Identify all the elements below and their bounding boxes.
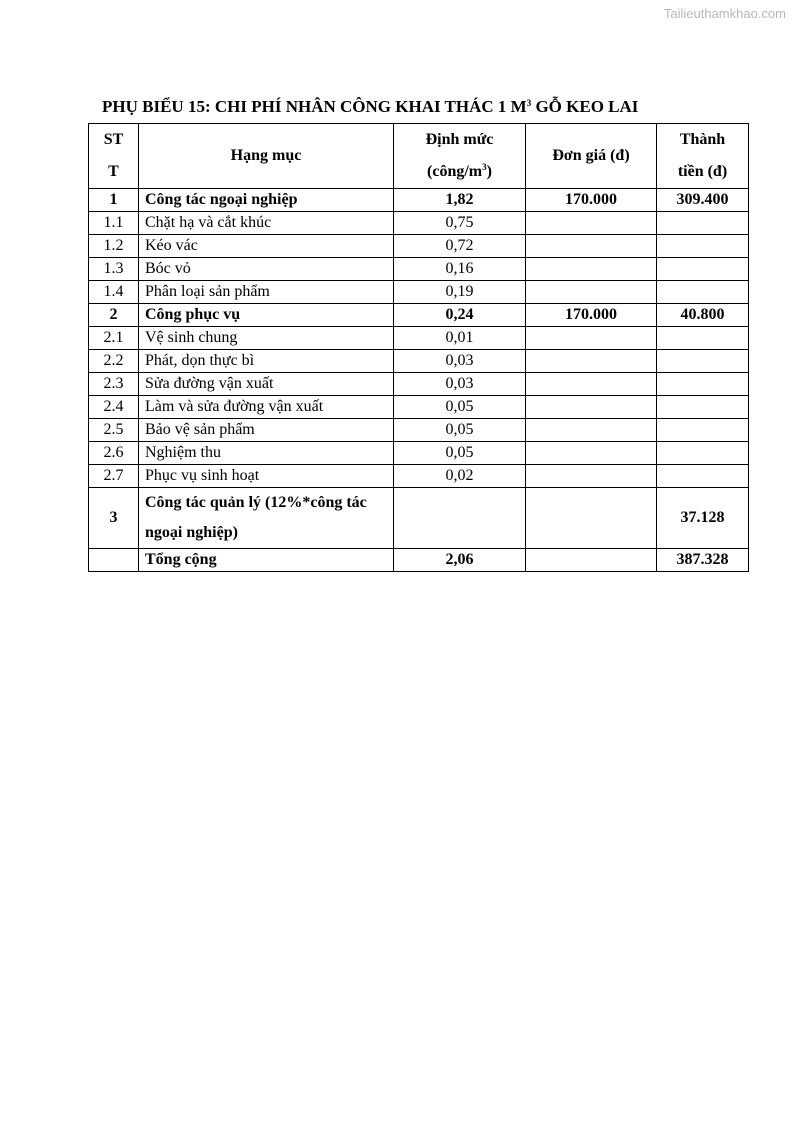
cell-total	[657, 373, 749, 396]
cell-item: Phân loại sản phẩm	[139, 281, 394, 304]
cell-item: Sửa đường vận xuất	[139, 373, 394, 396]
table-row	[89, 465, 749, 488]
cell-price	[526, 327, 657, 350]
cell-price	[526, 442, 657, 465]
cell-price	[526, 396, 657, 419]
header-price: Đơn giá (đ)	[526, 124, 657, 189]
cell-norm: 0,05	[394, 396, 526, 419]
cell-price	[526, 350, 657, 373]
cell-total: 387.328	[657, 549, 749, 572]
cell-price	[526, 373, 657, 396]
cell-price: 170.000	[526, 304, 657, 327]
cell-price: 170.000	[526, 189, 657, 212]
cell-item: Làm và sửa đường vận xuất	[139, 396, 394, 419]
cell-stt: 1.4	[89, 281, 139, 304]
cell-price	[526, 258, 657, 281]
cell-item: Phục vụ sinh hoạt	[139, 465, 394, 488]
cell-stt: 2.2	[89, 350, 139, 373]
cell-total	[657, 212, 749, 235]
cell-price	[526, 281, 657, 304]
cell-norm: 0,01	[394, 327, 526, 350]
table-row	[89, 189, 749, 212]
cell-price	[526, 465, 657, 488]
cell-item: Vệ sinh chung	[139, 327, 394, 350]
cell-total	[657, 465, 749, 488]
title-suffix: GỖ KEO LAI	[531, 97, 639, 116]
table-row	[89, 258, 749, 281]
cell-total: 309.400	[657, 189, 749, 212]
title-text: PHỤ BIỂU 15: CHI PHÍ NHÂN CÔNG KHAI THÁC 1 M	[102, 97, 527, 116]
cell-total	[657, 350, 749, 373]
cell-price	[526, 235, 657, 258]
cell-norm	[394, 488, 526, 549]
table-row	[89, 281, 749, 304]
cell-item: Công phục vụ	[139, 304, 394, 327]
cell-norm: 0,05	[394, 442, 526, 465]
header-item: Hạng mục	[139, 124, 394, 189]
page-title	[102, 97, 638, 117]
cell-price	[526, 212, 657, 235]
cell-price	[526, 549, 657, 572]
cell-price	[526, 488, 657, 549]
cell-norm: 0,03	[394, 350, 526, 373]
cell-total	[657, 281, 749, 304]
cell-stt: 2.5	[89, 419, 139, 442]
cell-item: Phát, dọn thực bì	[139, 350, 394, 373]
header-norm: Định mức $(công/m^3)$	[394, 124, 526, 189]
table-header-row	[89, 124, 749, 189]
cell-norm: 2,06	[394, 549, 526, 572]
cell-stt: 2.3	[89, 373, 139, 396]
table-row	[89, 304, 749, 327]
header-stt: ST T	[89, 124, 139, 189]
cell-norm: 1,82	[394, 189, 526, 212]
cell-stt: 1	[89, 189, 139, 212]
table-row	[89, 212, 749, 235]
title-superscript: 3	[526, 98, 532, 108]
cell-norm: 0,05	[394, 419, 526, 442]
cell-total	[657, 396, 749, 419]
cell-norm: 0,19	[394, 281, 526, 304]
cell-norm: 0,72	[394, 235, 526, 258]
table-row	[89, 327, 749, 350]
table-row	[89, 350, 749, 373]
cell-stt: 1.2	[89, 235, 139, 258]
cell-stt: 2.7	[89, 465, 139, 488]
cell-item: Tổng cộng	[139, 549, 394, 572]
cell-norm: 0,03	[394, 373, 526, 396]
cell-total: 37.128	[657, 488, 749, 549]
cell-item: Nghiệm thu	[139, 442, 394, 465]
cell-total: 40.800	[657, 304, 749, 327]
cell-item: Kéo vác	[139, 235, 394, 258]
cell-stt	[89, 549, 139, 572]
table-row	[89, 549, 749, 572]
watermark: Tailieuthamkhao.com	[663, 6, 786, 21]
table-row	[89, 396, 749, 419]
cell-stt: 3	[89, 488, 139, 549]
cell-norm: 0,02	[394, 465, 526, 488]
cell-stt: 1.3	[89, 258, 139, 281]
cell-norm: 0,16	[394, 258, 526, 281]
cell-item: Công tác quản lý (12%*công tác ngoại nghiệp)	[139, 488, 394, 549]
table-row	[89, 235, 749, 258]
cell-stt: 1.1	[89, 212, 139, 235]
cell-norm: 0,75	[394, 212, 526, 235]
table-row	[89, 373, 749, 396]
labor-cost-table	[88, 123, 749, 572]
cell-total	[657, 258, 749, 281]
cell-item: Công tác ngoại nghiệp	[139, 189, 394, 212]
cell-total	[657, 235, 749, 258]
header-total: Thành tiền (đ)	[657, 124, 749, 189]
table-row	[89, 419, 749, 442]
cell-norm: 0,24	[394, 304, 526, 327]
cell-stt: 2.4	[89, 396, 139, 419]
cell-total	[657, 442, 749, 465]
table-row	[89, 488, 749, 549]
cell-item: Bóc vỏ	[139, 258, 394, 281]
table-row	[89, 442, 749, 465]
cell-price	[526, 419, 657, 442]
cell-stt: 2	[89, 304, 139, 327]
cell-total	[657, 419, 749, 442]
cell-item: Chặt hạ và cắt khúc	[139, 212, 394, 235]
cell-item: Bảo vệ sản phẩm	[139, 419, 394, 442]
cell-stt: 2.6	[89, 442, 139, 465]
cell-stt: 2.1	[89, 327, 139, 350]
cell-total	[657, 327, 749, 350]
